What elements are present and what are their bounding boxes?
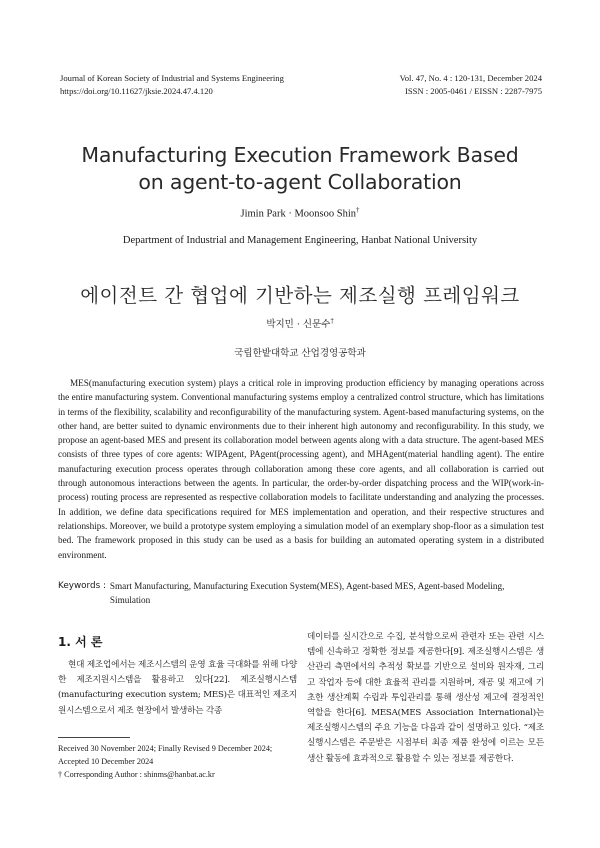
footnote-corresponding-text: Corresponding Author : shinms@hanbat.ac.kr xyxy=(62,770,215,779)
corresponding-mark-korean: † xyxy=(330,316,334,325)
body-text-left-column: 현대 제조업에서는 제조시스템의 운영 효율 극대화를 위해 다양한 제조지원시스템을 활용하고 있다[22]. 제조실행시스템(manufacturing execution system; MES)은 대표적인 제조지원시스템으로서 제조 현장에서 발생하는 각종 xyxy=(58,660,297,716)
running-header-right xyxy=(400,72,542,98)
footnote xyxy=(58,742,297,781)
title-english-line-1: Manufacturing Execution Framework Based xyxy=(81,143,519,167)
journal-name: Journal of Korean Society of Industrial and Systems Engineering xyxy=(60,73,284,83)
keywords xyxy=(58,579,544,608)
keywords-label: Keywords : xyxy=(58,581,106,591)
footnote-divider xyxy=(58,737,130,738)
keywords-list: Smart Manufacturing, Manufacturing Execution System(MES), Agent-based MES, Agent-based Modeling, Simulation xyxy=(109,581,505,606)
authors-korean xyxy=(0,316,600,330)
issn-info: ISSN : 2005-0461 / EISSN : 2287-7975 xyxy=(404,86,542,96)
footnote-received: Received 30 November 2024; Finally Revised 9 December 2024; xyxy=(58,744,273,753)
authors-english xyxy=(0,206,600,220)
running-header-left xyxy=(60,72,284,98)
affiliation-english: Department of Industrial and Management Engineering, Hanbat National University xyxy=(122,235,478,246)
section-heading-introduction: 1. 서 론 xyxy=(58,635,103,649)
footnote-mark: † xyxy=(58,770,63,779)
authors-korean-names: 박지민 · 신문수 xyxy=(266,319,331,330)
volume-info: Vol. 47, No. 4 : 120-131, December 2024 xyxy=(399,73,542,83)
doi-link[interactable]: https://doi.org/10.11627/jksie.2024.47.4.120 xyxy=(60,86,213,96)
body-text-right-column: 데이터를 실시간으로 수집, 분석함으로써 관련자 또는 관련 시스템에 신속하고 정확한 정보를 제공한다[9]. 제조실행시스템은 생산관리 측면에서의 추적성 확보를 기반으로 설비와 원자재, 그리고 작업자 등에 대한 효율적 관리를 지원하며, 재공 및 재고에 기초한 생산계획 수립과 투입관리를 통해 생산성 제고에 결정적인 역할을 한다[6]. MESA(MES Association International)는 제조실행시스템의 주요 기능을 다음과 같이 설명하고 있다. “제조실행시스템은 주문받은 시점부터 최종 제품 완성에 이르는 모든 생산 활동에 효과적으로 활용할 수 있는 정보를 제공한다. xyxy=(307,632,544,764)
title-korean: 에이전트 간 협업에 기반하는 제조실행 프레임워크 xyxy=(80,284,520,307)
corresponding-mark: † xyxy=(356,206,360,214)
title-english xyxy=(0,142,600,196)
abstract: MES(manufacturing execution system) plays a critical role in improving production efficiency by managing operations across the entire manufacturing system. Conventional manufacturing systems employ a centralized control structure, which has limitations in terms of the flexibility, scalability and reconfigurability of the manufacturing system. Agent-based manufacturing systems, on the other hand, are better suited to dynamic environments due to their inherent high autonomy and reconfigurability. In this study, we propose an agent-based MES and present its collaboration model between agents along with a data structure. The agent-based MES consists of three types of core agents: WIPAgent, PAgent(processing agent), and MHAgent(material handling agent). The entire manufacturing execution process operates through collaboration among these core agents, and all collaboration is carried out through autonomous interactions between the agents. In particular, the order-by-order dispatching process and the WIP(work-in-process) routing process are represented as respective collaboration models to facilitate understanding and analyzing the processes. In addition, we define data specifications required for MES implementation and operation, and their respective structures and relationships. Moreover, we build a prototype system employing a simulation model of an exemplary shop-floor as a simulation test bed. The framework proposed in this study can be used as a basis for building an automated operating system in a distributed environment. xyxy=(58,378,544,560)
authors-english-names: Jimin Park · Moonsoo Shin xyxy=(240,208,356,220)
affiliation-korean: 국립한밭대학교 산업경영공학과 xyxy=(234,348,366,359)
footnote-corresponding xyxy=(58,768,297,781)
footnote-accepted: Accepted 10 December 2024 xyxy=(58,757,154,766)
title-english-line-2: on agent-to-agent Collaboration xyxy=(138,170,462,194)
